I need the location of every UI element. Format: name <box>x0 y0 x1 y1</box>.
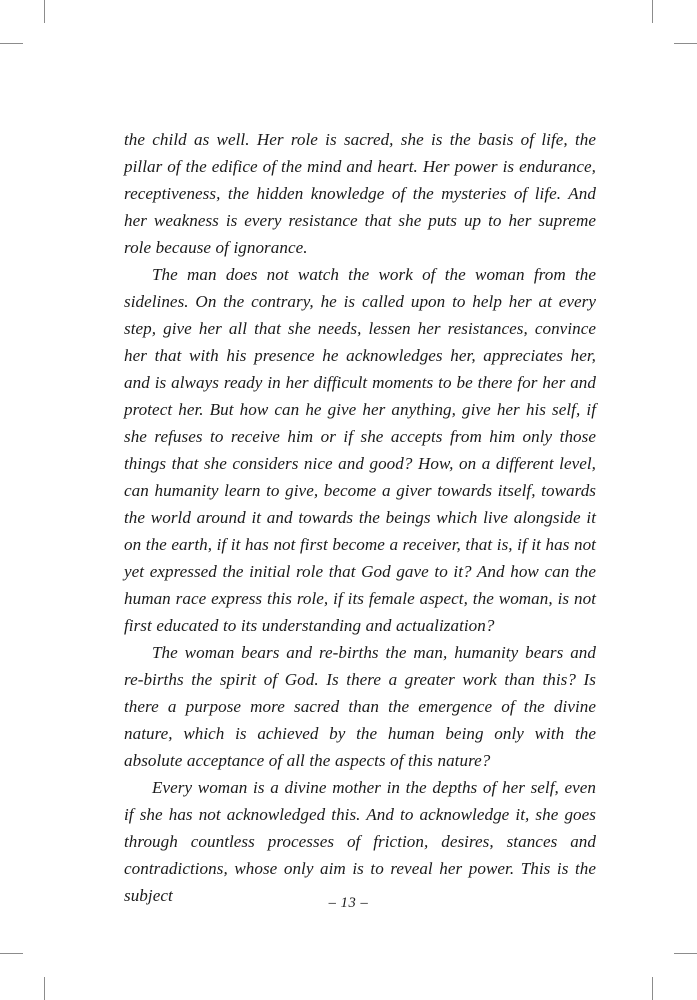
paragraph: The woman bears and re-births the man, humanity bears and re-births the spirit of God. Is there a greater work than this? Is there a purpose more sacred than the emergence of the divine nature, which is achieved by the human being only with the absolute acceptance of all the aspects of this nature? <box>124 643 596 770</box>
body-text-column <box>124 126 596 909</box>
crop-mark-bottom-right-vertical <box>652 977 653 1000</box>
crop-mark-bottom-left-horizontal <box>0 953 23 954</box>
crop-mark-top-right-horizontal <box>674 43 697 44</box>
crop-mark-bottom-right-horizontal <box>674 953 697 954</box>
page-number: – 13 – <box>328 895 369 911</box>
crop-mark-top-right-vertical <box>652 0 653 23</box>
paragraph: The man does not watch the work of the woman from the sidelines. On the contrary, he is called upon to help her at every step, give her all that she needs, lessen her resistances, convince her that with his presence he acknowledges her, appreciates her, and is always ready in her difficult moments to be there for her and protect her. But how can he give her anything, give her his self, if she refuses to receive him or if she accepts from him only those things that she considers nice and good? How, on a different level, can humanity learn to give, become a giver towards itself, towards the world around it and towards the beings which live alongside it on the earth, if it has not first become a receiver, that is, if it has not yet expressed the initial role that God gave to it? And how can the human race express this role, if its female aspect, the woman, is not first educated to its understanding and actualization? <box>124 265 596 635</box>
crop-mark-top-left-horizontal <box>0 43 23 44</box>
crop-mark-bottom-left-vertical <box>44 977 45 1000</box>
paragraph-continued: the child as well. Her role is sacred, she is the basis of life, the pillar of the edifice of the mind and heart. Her power is endurance, receptiveness, the hidden knowledge of the mysteries of life. And her weakness is every resistance that she puts up to her supreme role because of ignorance. <box>124 130 596 257</box>
crop-mark-top-left-vertical <box>44 0 45 23</box>
paragraph: Every woman is a divine mother in the depths of her self, even if she has not acknowledged this. And to acknowledge it, she goes through countless processes of friction, desires, stances and contradictions, whose only aim is to reveal her power. This is the subject <box>124 778 596 905</box>
